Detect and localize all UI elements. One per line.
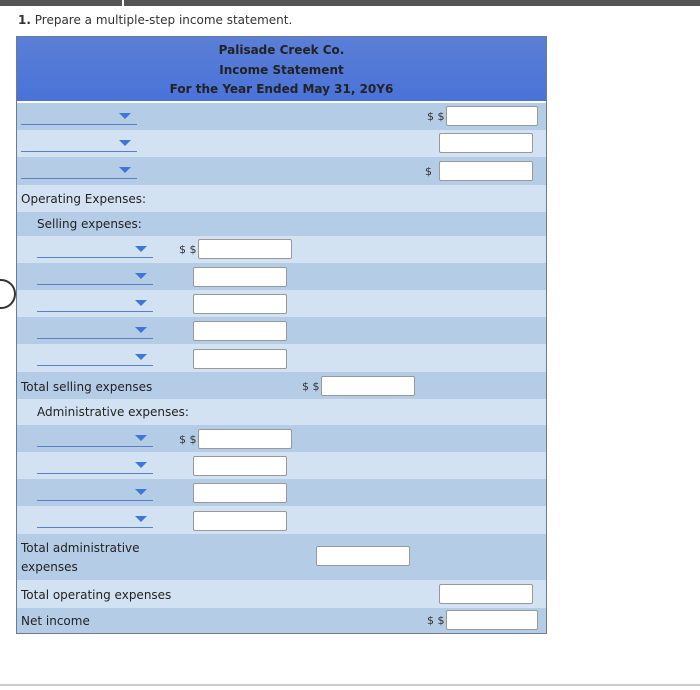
account-dropdown[interactable] [37, 239, 153, 258]
account-dropdown[interactable] [21, 160, 137, 179]
question-text [18, 13, 292, 27]
table-row [17, 534, 546, 580]
table-row [17, 506, 546, 534]
company-name: Palisade Creek Co. [218, 43, 345, 57]
table-row [17, 290, 546, 317]
amount-input[interactable] [439, 161, 533, 181]
table-row [17, 425, 546, 452]
chevron-down-icon [135, 489, 147, 495]
bottom-divider [0, 684, 700, 686]
account-dropdown[interactable] [37, 455, 153, 474]
amount-input[interactable] [193, 511, 287, 531]
selling-expenses-label: Selling expenses: [37, 217, 142, 231]
chevron-down-icon [135, 246, 147, 252]
account-dropdown[interactable] [37, 320, 153, 339]
amount-input[interactable] [446, 106, 538, 126]
amount-input[interactable] [198, 429, 292, 449]
account-dropdown[interactable] [37, 293, 153, 312]
total-admin-label-line1: Total administrative [21, 541, 140, 555]
account-dropdown[interactable] [37, 428, 153, 447]
table-row [17, 608, 546, 633]
currency-symbol: $ $ [179, 433, 197, 446]
currency-symbol: $ [425, 165, 432, 178]
chevron-down-icon [135, 300, 147, 306]
total-admin-input[interactable] [316, 546, 410, 566]
amount-input[interactable] [193, 483, 287, 503]
chevron-down-icon [135, 435, 147, 441]
statement-header [17, 37, 546, 101]
statement-period: For the Year Ended May 31, 20Y6 [169, 82, 394, 96]
table-row [17, 212, 546, 236]
table-row [17, 344, 546, 372]
chevron-down-icon [119, 113, 131, 119]
table-row [17, 452, 546, 479]
table-row [17, 580, 546, 608]
amount-input[interactable] [198, 239, 292, 259]
net-income-input[interactable] [446, 610, 538, 630]
total-selling-label: Total selling expenses [21, 380, 153, 394]
account-dropdown[interactable] [37, 266, 153, 285]
amount-input[interactable] [439, 133, 533, 153]
question-prompt: Prepare a multiple-step income statement. [34, 13, 293, 27]
currency-symbol: $ $ [427, 110, 445, 123]
table-row [17, 263, 546, 290]
top-bar-notch [122, 0, 124, 6]
account-dropdown[interactable] [37, 347, 153, 366]
chevron-down-icon [135, 516, 147, 522]
amount-input[interactable] [193, 267, 287, 287]
table-row [17, 130, 546, 157]
amount-input[interactable] [193, 349, 287, 369]
total-selling-input[interactable] [321, 376, 415, 396]
amount-input[interactable] [193, 321, 287, 341]
table-row [17, 372, 546, 399]
table-row [17, 317, 546, 344]
top-bar [0, 0, 700, 6]
currency-symbol: $ $ [302, 380, 320, 393]
table-row [17, 157, 546, 185]
net-income-label: Net income [21, 614, 90, 628]
total-admin-label-line2: expenses [21, 560, 78, 574]
chevron-down-icon [119, 140, 131, 146]
table-row [17, 103, 546, 130]
amount-input[interactable] [193, 456, 287, 476]
chevron-down-icon [135, 327, 147, 333]
operating-expenses-label: Operating Expenses: [21, 192, 147, 206]
chevron-down-icon [135, 462, 147, 468]
chevron-down-icon [135, 354, 147, 360]
chevron-down-icon [119, 167, 131, 173]
help-circle-icon[interactable] [0, 279, 16, 309]
table-row [17, 399, 546, 425]
income-statement-table [16, 36, 547, 634]
currency-symbol: $ $ [179, 243, 197, 256]
account-dropdown[interactable] [21, 106, 137, 125]
question-number: 1. [18, 13, 31, 27]
total-operating-label: Total operating expenses [21, 588, 172, 602]
account-dropdown[interactable] [37, 509, 153, 528]
table-row [17, 479, 546, 506]
amount-input[interactable] [193, 294, 287, 314]
currency-symbol: $ $ [427, 614, 445, 627]
table-row [17, 185, 546, 212]
account-dropdown[interactable] [21, 133, 137, 152]
admin-expenses-label: Administrative expenses: [37, 405, 189, 419]
table-row [17, 236, 546, 263]
statement-title: Income Statement [219, 63, 344, 77]
total-operating-input[interactable] [439, 584, 533, 604]
account-dropdown[interactable] [37, 482, 153, 501]
chevron-down-icon [135, 273, 147, 279]
